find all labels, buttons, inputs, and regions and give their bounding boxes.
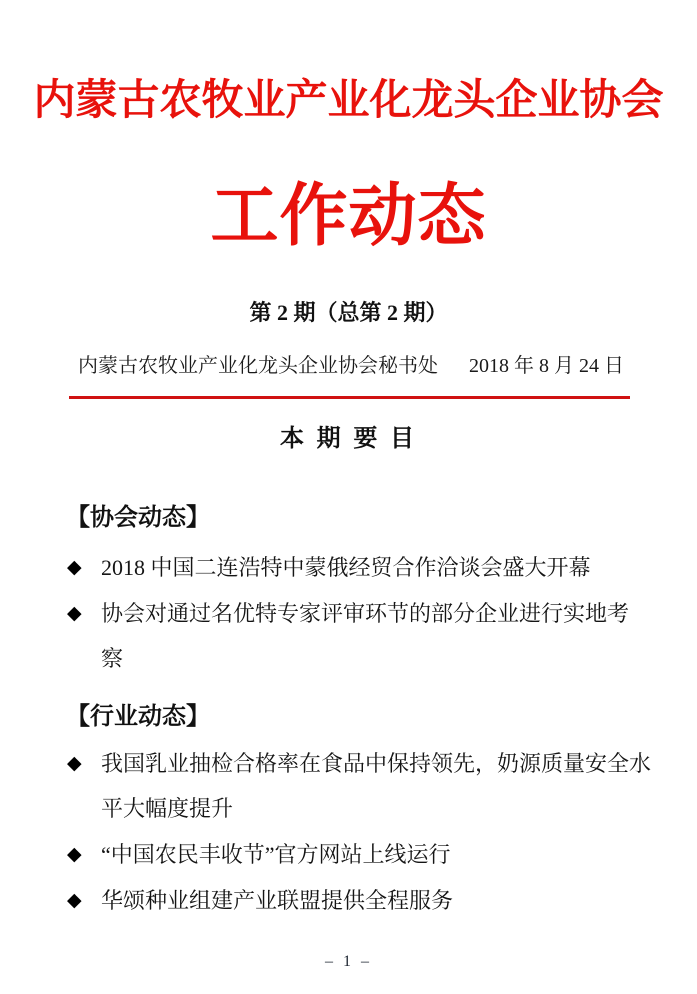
diamond-bullet-icon: ◆ bbox=[67, 602, 82, 624]
list-item bbox=[67, 591, 642, 681]
section-heading-industry-news: 【行业动态】 bbox=[66, 703, 210, 730]
list-item-text: 华颂种业组建产业联盟提供全程服务 bbox=[101, 888, 454, 913]
page-number: – 1 – bbox=[325, 953, 372, 970]
organization-title: 内蒙古农牧业产业化龙头企业协会 bbox=[33, 78, 664, 124]
list-item-text: 协会对通过名优特专家评审环节的部分企业进行实地考察 bbox=[101, 601, 630, 671]
publisher-name: 内蒙古农牧业产业化龙头企业协会秘书处 bbox=[78, 355, 438, 377]
list-item bbox=[67, 832, 652, 877]
list-item bbox=[67, 741, 652, 831]
list-item bbox=[67, 878, 652, 923]
diamond-bullet-icon: ◆ bbox=[67, 556, 82, 578]
issue-number-line: 第 2 期（总第 2 期） bbox=[249, 300, 448, 325]
red-divider-rule bbox=[69, 396, 630, 399]
list-item-text: “中国农民丰收节”官方网站上线运行 bbox=[101, 842, 451, 867]
diamond-bullet-icon: ◆ bbox=[67, 843, 82, 865]
list-item bbox=[67, 545, 642, 590]
diamond-bullet-icon: ◆ bbox=[67, 889, 82, 911]
section-heading-association-news: 【协会动态】 bbox=[66, 504, 210, 531]
publication-date: 2018 年 8 月 24 日 bbox=[469, 355, 624, 377]
diamond-bullet-icon: ◆ bbox=[67, 752, 82, 774]
contents-title: 本 期 要 目 bbox=[279, 425, 417, 452]
list-item-text: 我国乳业抽检合格率在食品中保持领先，奶源质量安全水平大幅度提升 bbox=[101, 751, 652, 821]
association-news-list bbox=[67, 545, 642, 682]
list-item-text: 2018 中国二连浩特中蒙俄经贸合作洽谈会盛大开幕 bbox=[101, 555, 591, 580]
publisher-date-row bbox=[78, 352, 624, 380]
document-title: 工作动态 bbox=[210, 178, 487, 254]
industry-news-list bbox=[67, 741, 652, 924]
